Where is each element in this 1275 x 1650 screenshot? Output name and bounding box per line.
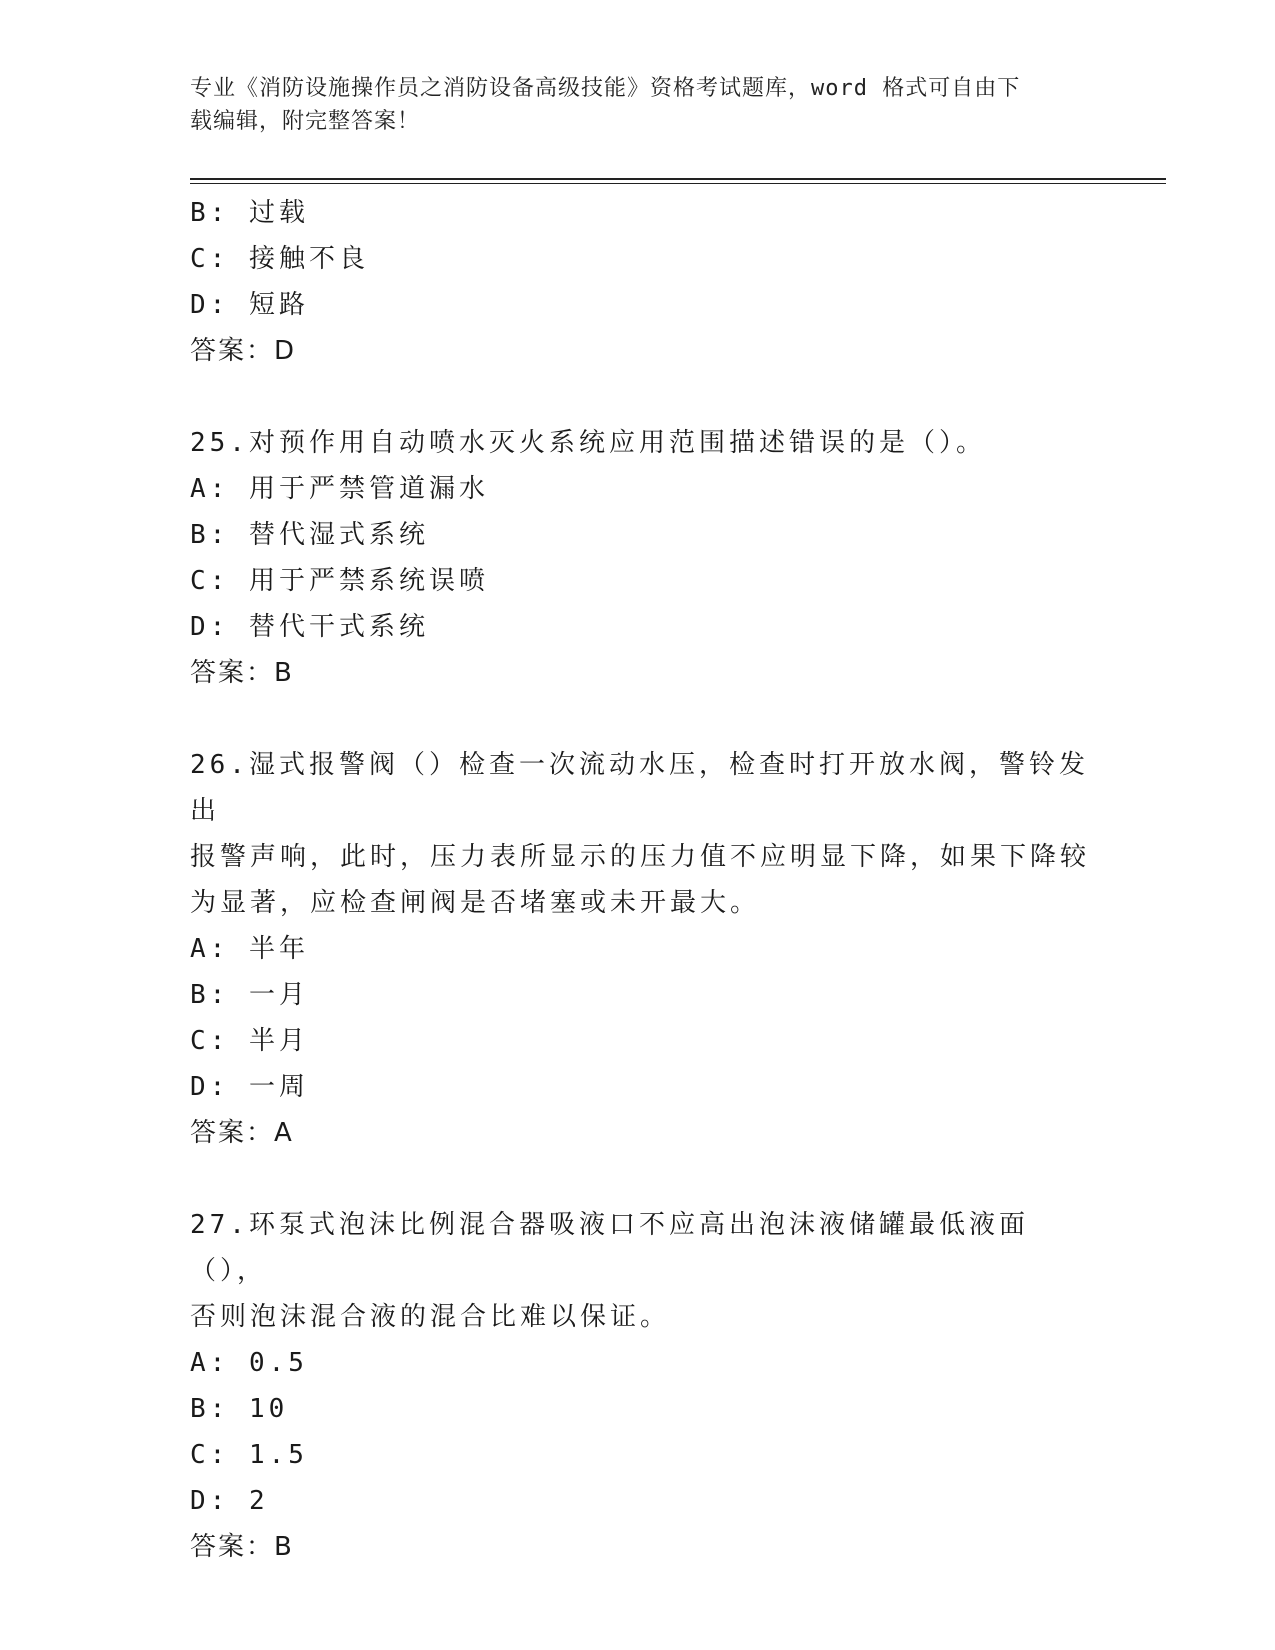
answer-label: 答案：B xyxy=(190,1532,294,1562)
question-stem-line-3: 为显著，应检查闸阀是否堵塞或未开最大。 xyxy=(190,888,761,918)
option-d: D: 替代干式系统 xyxy=(190,612,429,642)
option-d: D: 2 xyxy=(190,1486,269,1516)
option-a: A: 半年 xyxy=(190,934,309,964)
header-line-1: 专业《消防设施操作员之消防设备高级技能》资格考试题库，word 格式可自由下 xyxy=(190,76,1021,101)
answer-label: 答案：A xyxy=(190,1118,294,1148)
option-b: B: 一月 xyxy=(190,980,309,1010)
answer-label: 答案：D xyxy=(190,336,297,366)
question-25 xyxy=(190,420,1090,696)
question-stem-line-1: 27.环泵式泡沫比例混合器吸液口不应高出泡沫液储罐最低液面（）， xyxy=(190,1210,1029,1286)
question-stem-line-2: 报警声响，此时，压力表所显示的压力值不应明显下降，如果下降较 xyxy=(190,842,1091,872)
option-c: C: 半月 xyxy=(190,1026,309,1056)
option-b: B: 10 xyxy=(190,1394,289,1424)
option-c: C: 接触不良 xyxy=(190,244,369,274)
header-line-2: 载编辑，附完整答案！ xyxy=(190,109,421,134)
question-24-continued xyxy=(190,190,1090,374)
option-d: D: 一周 xyxy=(190,1072,309,1102)
option-a: A: 用于严禁管道漏水 xyxy=(190,474,489,504)
question-26 xyxy=(190,742,1090,1156)
header-divider-thick xyxy=(190,178,1166,180)
option-b: B: 替代湿式系统 xyxy=(190,520,429,550)
spacer xyxy=(190,1156,1090,1202)
option-a: A: 0.5 xyxy=(190,1348,308,1378)
answer-label: 答案：B xyxy=(190,658,294,688)
option-d: D: 短路 xyxy=(190,290,309,320)
question-stem-line-2: 否则泡沫混合液的混合比难以保证。 xyxy=(190,1302,671,1332)
question-27 xyxy=(190,1202,1090,1570)
option-c: C: 用于严禁系统误喷 xyxy=(190,566,489,596)
option-b: B: 过载 xyxy=(190,198,309,228)
option-c: C: 1.5 xyxy=(190,1440,308,1470)
question-stem: 25.对预作用自动喷水灭火系统应用范围描述错误的是（）。 xyxy=(190,428,986,458)
question-list xyxy=(190,190,1090,1570)
spacer xyxy=(190,696,1090,742)
question-stem-line-1: 26.湿式报警阀（）检查一次流动水压，检查时打开放水阀，警铃发出 xyxy=(190,750,1089,826)
header-divider-thin xyxy=(190,183,1166,184)
spacer xyxy=(190,374,1090,420)
document-header xyxy=(190,72,1070,138)
